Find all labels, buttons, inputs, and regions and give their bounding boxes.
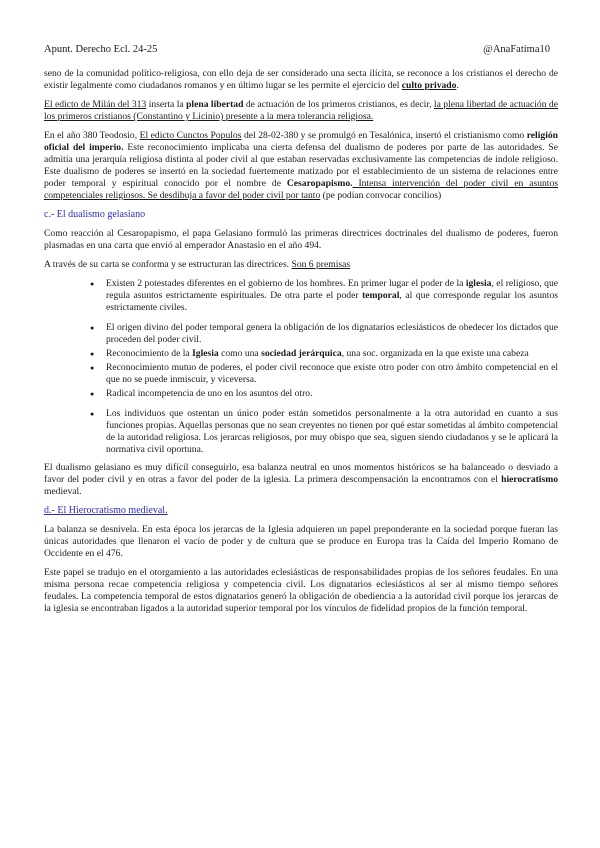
culto-privado-term: culto privado	[401, 80, 457, 91]
list-item: ● Reconocimiento mutuo de poderes, el poder civil reconoce que existe otro poder con otro ámbito competencial en el que no se puede inmiscuir, y viceversa.	[106, 362, 558, 386]
paragraph-desnivela: La balanza se desnivela. En esta época los jerarcas de la Iglesia adquieren un papel preponderante en la sociedad porque fueran las únicas autoridades que llenaron el vacío de poder y de cultura que se produce en Europa tras la Caída del Imperio Romano de Occidente en el 476.	[44, 524, 558, 559]
cesaropapismo-term: Cesaropapismo.	[286, 178, 353, 189]
header-author: @AnaFatima10	[483, 44, 550, 55]
paragraph-tolerance: seno de la comunidad político-religiosa, con ello deja de ser considerado una secta ilícita, se reconoce a los cristianos el derecho de existir legalmente como ciudadanos romanos y en último lugar se les permite el ejercicio del culto privado.	[44, 68, 558, 91]
section-heading-dualismo: c.- El dualismo gelasiano	[44, 209, 146, 220]
section-heading-hierocratismo: d.- El Hierocratismo medieval.	[44, 505, 168, 516]
list-item: ● Existen 2 potestades diferentes en el gobierno de los hombres. En primer lugar el poder de la iglesia, el religioso, que regula asuntos estrictamente espirituales. De otra parte el poder temporal, al que corresponde regular los asuntos estrictamente civiles.	[106, 278, 558, 314]
list-item: ● El origen divino del poder temporal genera la obligación de los dignatarios eclesiásticos de obedecer los dictados que proceden del poder civil.	[106, 322, 558, 346]
paragraph-teodosio: En el año 380 Teodosio, El edicto Cunctos Populos del 28-02-380 y se promulgó en Tesalónica, insertó el cristianismo como religión oficial del imperio. Este reconocimiento implicaba una cierta defensa del dualismo de poderes por parte de las autoridades. Se admitía una jerarquía religiosa distinta al poder civil al que estaban reservadas exclusivamente las competencias de índole religioso. Este dualismo de poderes se insertó en la sociedad fuertemente matizado por el establecimiento de un sistema de relaciones entre poder temporal y espiritual conocido por el nombre de Cesaropapismo. Intensa intervención del poder civil en asuntos competenciales religiosos. Se desdibuja a favor del poder civil por tanto (pe podían convocar concilios)	[44, 130, 559, 201]
paragraph-gelasiano: Como reacción al Cesaropapismo, el papa Gelasiano formuló las primeras directrices doctrinales del dualismo de poderes, fueron plasmadas en una carta que envió al emperador Anastasio en el año 494.	[44, 228, 558, 251]
paragraph-balanza: El dualismo gelasiano es muy difícil conseguirlo, esa balanza neutral en unos momentos históricos se ha balanceado o desviado a favor del poder civil y en otras a favor del poder de la iglesia. La primera descompensación la encontramos con el hierocratismo medieval.	[44, 462, 558, 497]
edict-milan-term: El edicto de Milán del 313	[44, 99, 147, 110]
hierocratismo-term: hierocratismo	[501, 474, 558, 485]
paragraph-directrices: A través de su carta se conforma y se estructuran las directrices. Son 6 premisas	[44, 259, 351, 270]
page-header	[44, 44, 550, 56]
page-content	[44, 68, 558, 622]
paragraph-feudales: Este papel se tradujo en el otorgamiento a las autoridades eclesiásticas de responsabilidades propias de los señores feudales. En una misma persona recae competencia religiosa y competencia civil. Los dignatarios eclesiásticos al ser al mismo tiempo señores feudales. La competencia temporal de estos dignatarios generó la obligación de obediencia a la autoridad civil porque los jerarcas de la iglesia se encontraban ligados a la autoridad superior temporal por los vínculos de fidelidad propios de la función temporal.	[44, 567, 558, 614]
premisas-term: Son 6 premisas	[291, 259, 351, 270]
list-item: ● Reconocimiento de la Iglesia como una sociedad jerárquica, una soc. organizada en la que existe una cabeza	[106, 348, 558, 360]
plena-libertad-term: plena libertad	[186, 99, 244, 110]
religion-oficial-term: religión oficial del imperio.	[44, 130, 558, 153]
list-item: ● Radical incompetencia de uno en los asuntos del otro.	[106, 388, 558, 400]
premisas-list	[44, 278, 558, 456]
paragraph-edict-milan: El edicto de Milán del 313 inserta la plena libertad de actuación de los primeros cristianos, es decir, la plena libertad de actuación de los primeros cristianos (Constantino y Licinio) presente a la mera tolerancia religiosa.	[44, 99, 558, 122]
header-course: Apunt. Derecho Ecl. 24-25	[44, 44, 158, 55]
list-item: ● Los individuos que ostentan un único poder están sometidos personalmente a la otra autoridad en cuanto a sus funciones propias. Aquellas personas que no sean creyentes no tienen por qué estar sometidas al ámbito competencial de la autoridad religiosa. Los jerarcas religiosos, por muy obispo que sea, siguen siendo ciudadanos y se le aplicará la normativa civil oportuna.	[106, 408, 558, 456]
edict-cunctos-term: El edicto Cunctos Populos	[139, 130, 242, 141]
